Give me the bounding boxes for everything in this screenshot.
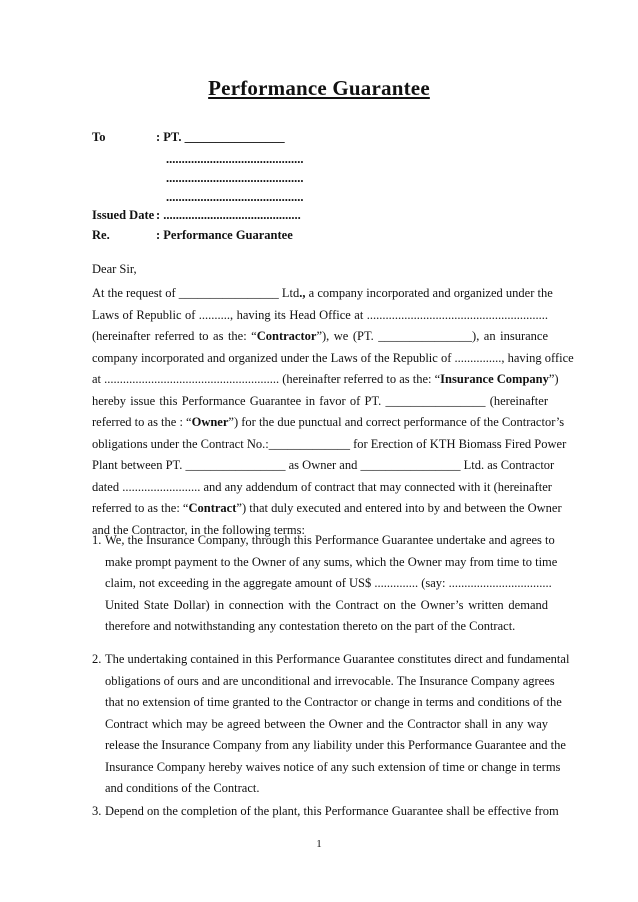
clause-1 [92,530,558,638]
page-number: 1 [316,838,322,850]
clause-2 [92,649,570,800]
clause-number: 3. [92,804,102,818]
address-line: ............................................ [166,190,304,204]
salutation: Dear Sir, [92,262,137,276]
intro-line: obligations under the Contract No.:_____________ for Erection of KTH Biomass Fired Power [92,436,567,451]
clause-line: United State Dollar) in connection with the Contract on the Owner’s written demand [105,597,548,612]
intro-line: referred to as the : “Owner”) for the due punctual and correct performance of the Contractor’s [92,415,565,429]
re-value: : Performance Guarantee [156,228,293,242]
clause-line: Depend on the completion of the plant, this Performance Guarantee shall be effective from [105,804,559,818]
clause-number: 2. [92,652,102,666]
clause-line: obligations of ours and are unconditional and irrevocable. The Insurance Company agrees [105,673,555,688]
intro-line: Plant between PT. ________________ as Owner and ________________ Ltd. as Contractor [92,458,555,472]
clause-number: 1. [92,533,102,547]
clause-3 [92,801,559,823]
clause-line: The undertaking contained in this Performance Guarantee constitutes direct and fundamental [105,652,570,666]
issued-date-value: : ............................................ [156,208,301,222]
to-label: To [92,130,106,144]
to-value: : PT. ________________ [156,130,285,144]
intro-line: (hereinafter referred to as the: “Contractor”), we (PT. _______________), an insurance [92,329,548,343]
intro-line: and the Contractor, in the following terms: [92,522,305,537]
intro-line: hereby issue this Performance Guarantee in favor of PT. ________________ (hereinafter [92,393,548,408]
clause-line: therefore and notwithstanding any contestation thereto on the part of the Contract. [105,619,516,633]
clause-line: Insurance Company hereby waives notice of any such extension of time or change in terms [105,759,561,774]
intro-line: referred to as the: “Contract”) that duly executed and entered into by and between the Owner [92,501,562,515]
issued-date-label: Issued Date [92,208,155,222]
address-line: ............................................ [166,152,304,166]
document-title: Performance Guarantee [208,76,430,100]
clause-line: release the Insurance Company from any liability under this Performance Guarantee and the [105,738,566,752]
re-label: Re. [92,228,110,242]
intro-line: At the request of ________________ Ltd., a company incorporated and organized under the [92,286,553,300]
address-line: ............................................ [166,171,304,185]
clause-line: that no extension of time granted to the Contractor or change in terms and conditions of the [105,695,562,709]
intro-line: company incorporated and organized under the Laws of the Republic of ..............., having office [92,350,574,365]
intro-paragraph [92,283,574,541]
clause-line: Contract which may be agreed between the Owner and the Contractor shall in any way [105,716,548,731]
clause-line: claim, not exceeding in the aggregate amount of US$ .............. (say: ................................. [105,576,552,590]
intro-line: at ........................................................ (hereinafter referred to as the: “Insurance Company”) [92,372,559,386]
clause-line: make prompt payment to the Owner of any sums, which the Owner may from time to time [105,554,558,569]
intro-line: Laws of Republic of .........., having its Head Office at .......................................................... [92,307,548,322]
clause-line: and conditions of the Contract. [105,781,260,795]
clause-line: We, the Insurance Company, through this Performance Guarantee undertake and agrees to [105,533,555,547]
intro-line: dated ......................... and any addendum of contract that may connected with it (hereinafter [92,479,552,494]
